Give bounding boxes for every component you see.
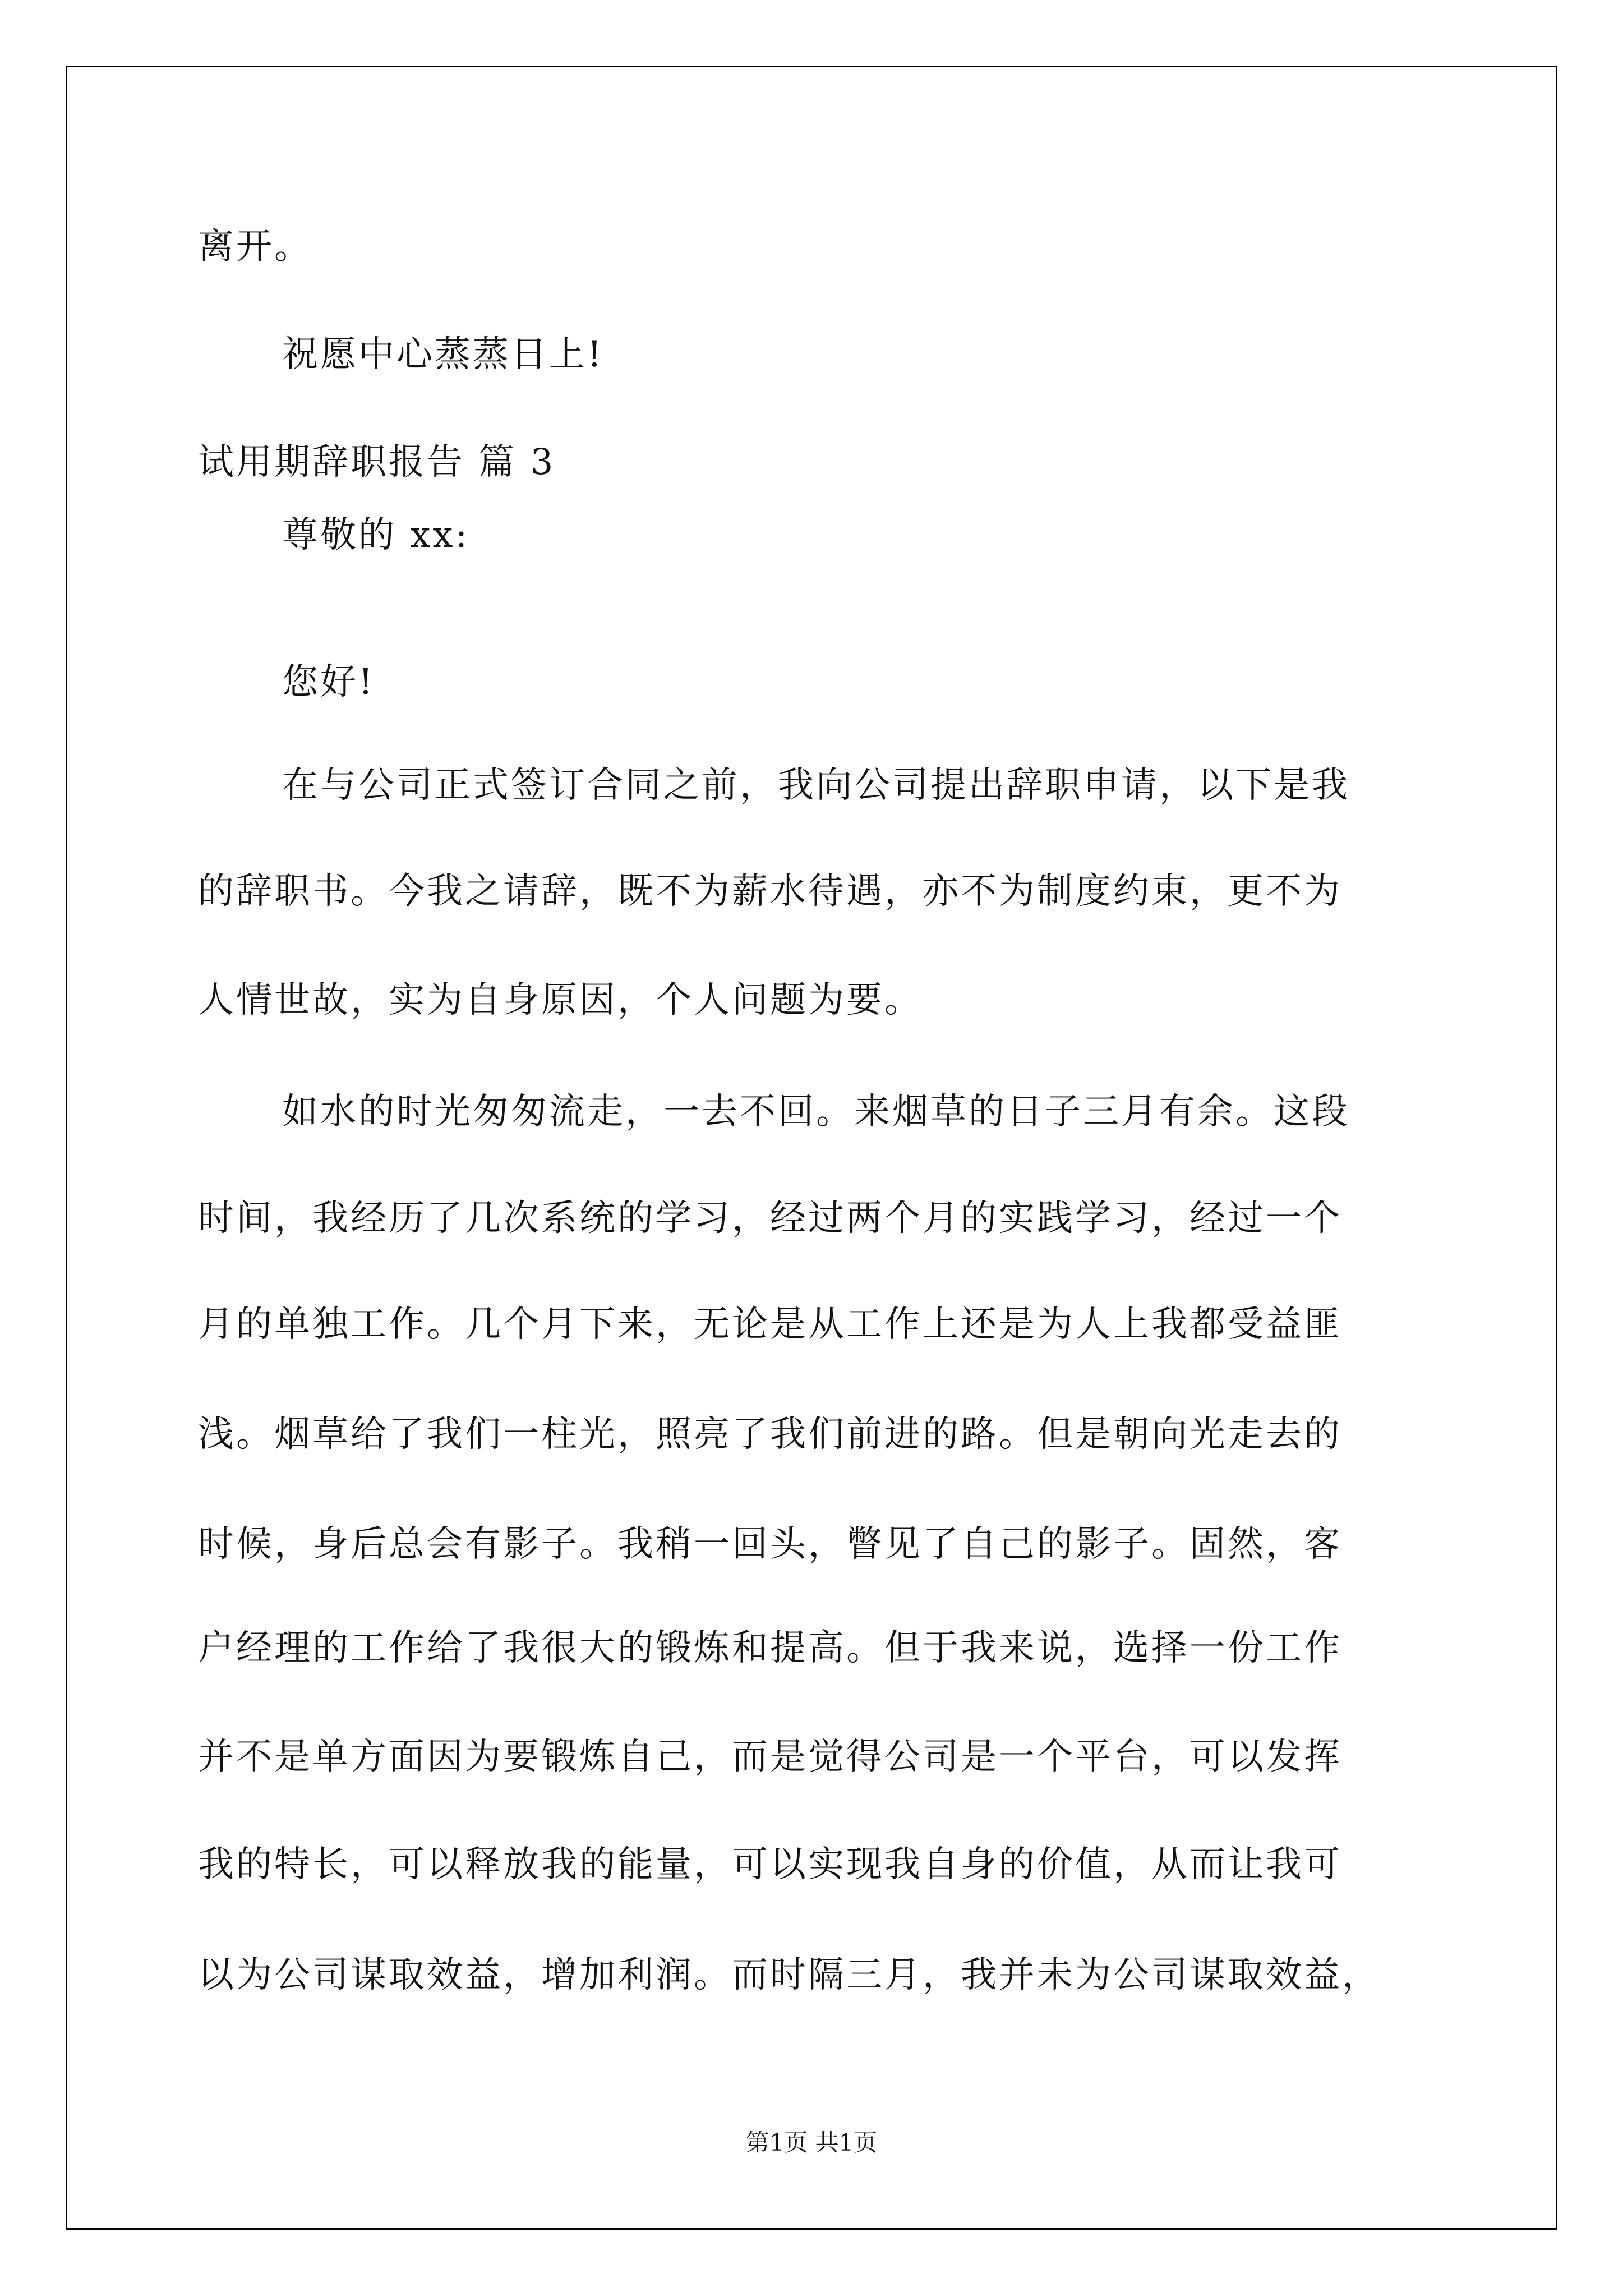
text-line-2: 祝愿中心蒸蒸日上! xyxy=(282,334,604,375)
paragraph-1-line-1: 在与公司正式签订合同之前，我向公司提出辞职申请，以下是我 xyxy=(282,765,1350,806)
page-border xyxy=(66,66,1557,2230)
section-heading: 试用期辞职报告 篇 3 xyxy=(198,441,556,483)
paragraph-2-line-5: 时候，身后总会有影子。我稍一回头，瞥见了自己的影子。固然，客 xyxy=(198,1524,1342,1565)
paragraph-1-line-3: 人情世故，实为自身原因，个人问题为要。 xyxy=(198,979,923,1021)
page-footer: 第1页 共1页 xyxy=(745,2129,878,2156)
paragraph-1-line-2: 的辞职书。今我之请辞，既不为薪水待遇，亦不为制度约束，更不为 xyxy=(198,871,1342,912)
paragraph-2-line-7: 并不是单方面因为要锻炼自己，而是觉得公司是一个平台，可以发挥 xyxy=(198,1736,1342,1778)
paragraph-2-line-4: 浅。烟草给了我们一柱光，照亮了我们前进的路。但是朝向光走去的 xyxy=(198,1414,1342,1455)
paragraph-2-line-8: 我的特长，可以释放我的能量，可以实现我自身的价值，从而让我可 xyxy=(198,1844,1342,1885)
text-line-1: 离开。 xyxy=(198,226,312,268)
paragraph-2-line-6: 户经理的工作给了我很大的锻炼和提高。但于我来说，选择一份工作 xyxy=(198,1627,1342,1669)
greeting: 您好! xyxy=(282,661,375,703)
paragraph-2-line-9: 以为公司谋取效益，增加利润。而时隔三月，我并未为公司谋取效益， xyxy=(198,1954,1380,1996)
salutation: 尊敬的 xx: xyxy=(282,514,470,556)
paragraph-2-line-1: 如水的时光匆匆流走，一去不回。来烟草的日子三月有余。这段 xyxy=(282,1091,1350,1133)
paragraph-2-line-3: 月的单独工作。几个月下来，无论是从工作上还是为人上我都受益匪 xyxy=(198,1304,1342,1345)
paragraph-2-line-2: 时间，我经历了几次系统的学习，经过两个月的实践学习，经过一个 xyxy=(198,1198,1342,1239)
